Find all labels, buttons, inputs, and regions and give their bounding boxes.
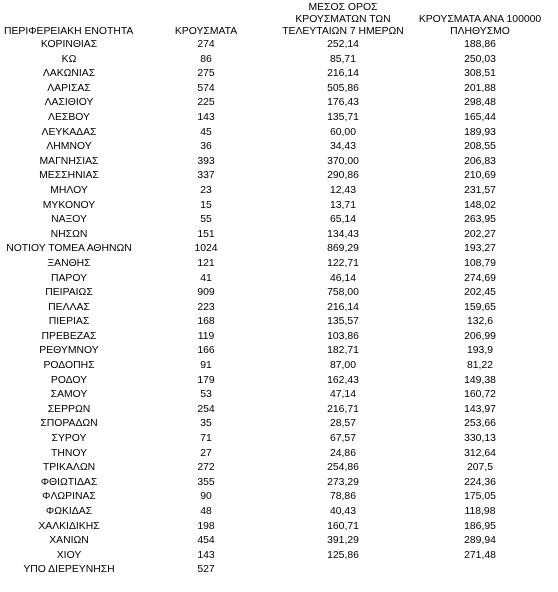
cell-avg7: 85,71	[329, 53, 356, 65]
cell-region: ΛΗΜΝΟΥ	[46, 141, 92, 153]
table-row	[2, 447, 550, 462]
cases-table	[2, 0, 550, 578]
table-row	[2, 199, 550, 214]
cell-avg7: 216,71	[327, 403, 359, 415]
cell-region: ΜΥΚΟΝΟΥ	[42, 199, 96, 211]
cell-cases: 121	[197, 257, 215, 269]
cell-cases: 15	[200, 199, 212, 211]
cell-avg7: 254,86	[327, 462, 359, 474]
table-row	[2, 67, 550, 82]
table-row	[2, 534, 550, 549]
cell-per100k: 175,05	[464, 491, 496, 503]
table-row	[2, 359, 550, 374]
cell-cases: 393	[197, 155, 215, 167]
cell-cases: 198	[197, 520, 215, 532]
cell-cases: 23	[200, 184, 212, 196]
table-row	[2, 344, 550, 359]
cell-region: ΦΘΙΩΤΙΔΑΣ	[40, 476, 98, 488]
cell-region: ΛΑΚΩΝΙΑΣ	[42, 68, 96, 80]
cell-region: ΠΙΕΡΙΑΣ	[48, 316, 90, 328]
cell-per100k: 271,48	[464, 549, 496, 561]
cell-region: ΤΗΝΟΥ	[50, 447, 88, 459]
cell-region: ΚΟΡΙΝΘΙΑΣ	[40, 39, 98, 50]
table-row	[2, 228, 550, 243]
cell-cases: 275	[197, 68, 215, 80]
table-row	[2, 140, 550, 155]
cell-per100k: 159,65	[464, 301, 496, 313]
cell-cases: 527	[197, 564, 215, 576]
cell-region: ΝΑΞΟΥ	[51, 214, 87, 226]
cell-region: ΤΡΙΚΑΛΩΝ	[42, 462, 96, 474]
cell-per100k: 108,79	[464, 257, 496, 269]
cell-per100k: 210,69	[464, 170, 496, 182]
cell-avg7: 60,00	[329, 126, 356, 138]
table-row	[2, 53, 550, 68]
cell-per100k: 263,95	[464, 214, 496, 226]
table-row	[2, 315, 550, 330]
header-avg7-line2: ΚΡΟΥΣΜΑΤΩΝ ΤΩΝ	[295, 14, 391, 25]
cell-region: ΣΠΟΡΑΔΩΝ	[40, 418, 98, 430]
table-header	[2, 0, 550, 38]
header-avg7-line3: ΤΕΛΕΥΤΑΙΩΝ 7 ΗΜΕΡΩΝ	[282, 26, 404, 37]
cell-region: ΞΑΝΘΗΣ	[47, 257, 91, 269]
cell-avg7: 182,71	[327, 345, 359, 357]
cell-avg7: 758,00	[327, 287, 359, 299]
cell-region: ΠΑΡΟΥ	[50, 272, 88, 284]
cell-per100k: 231,57	[464, 184, 496, 196]
table-row	[2, 417, 550, 432]
cell-avg7: 24,86	[329, 447, 356, 459]
cell-cases: 166	[197, 345, 215, 357]
table-row	[2, 403, 550, 418]
cell-region: ΛΑΡΙΣΑΣ	[47, 82, 91, 94]
table-row	[2, 111, 550, 126]
cell-per100k: 132,6	[466, 316, 493, 328]
cell-cases: 355	[197, 476, 215, 488]
header-cases-text: ΚΡΟΥΣΜΑΤΑ	[174, 26, 238, 37]
cell-cases: 1024	[194, 243, 218, 255]
table-row	[2, 82, 550, 97]
cell-cases: 45	[200, 126, 212, 138]
cell-avg7: 370,00	[327, 155, 359, 167]
cell-avg7: 78,86	[329, 491, 356, 503]
header-per100k-line2: ΠΛΗΘΥΣΜΟ	[450, 26, 510, 37]
cell-per100k: 149,38	[464, 374, 496, 386]
cell-per100k: 160,72	[464, 389, 496, 401]
cell-region: ΝΗΣΩΝ	[50, 228, 88, 240]
cell-region: ΜΗΛΟΥ	[50, 184, 88, 196]
cell-per100k: 274,69	[464, 272, 496, 284]
cell-per100k: 207,5	[466, 462, 493, 474]
cell-region: ΛΑΣΙΘΙΟΥ	[44, 97, 94, 109]
table-row	[2, 374, 550, 389]
cell-avg7: 122,71	[327, 257, 359, 269]
cell-per100k: 202,45	[464, 287, 496, 299]
cell-region: ΜΕΣΣΗΝΙΑΣ	[39, 170, 99, 182]
cell-cases: 41	[200, 272, 212, 284]
cell-cases: 90	[200, 491, 212, 503]
table-row	[2, 330, 550, 345]
cell-avg7: 135,57	[327, 316, 359, 328]
header-row	[2, 0, 550, 38]
cell-avg7: 216,14	[327, 301, 359, 313]
cell-cases: 53	[200, 389, 212, 401]
cell-per100k	[410, 563, 550, 578]
cell-per100k: 193,9	[466, 345, 493, 357]
cell-per100k: 224,36	[464, 476, 496, 488]
table-body	[2, 38, 550, 578]
cell-cases: 272	[197, 462, 215, 474]
cell-avg7: 103,86	[327, 330, 359, 342]
cell-per100k: 206,83	[464, 155, 496, 167]
table-row	[2, 505, 550, 520]
cell-cases: 35	[200, 418, 212, 430]
header-avg7	[276, 0, 410, 38]
cell-region: ΡΕΘΥΜΝΟΥ	[39, 345, 99, 357]
cell-per100k: 208,55	[464, 141, 496, 153]
cell-avg7: 290,86	[327, 170, 359, 182]
cell-cases: 337	[197, 170, 215, 182]
cell-avg7	[276, 563, 410, 578]
cell-avg7: 134,43	[327, 228, 359, 240]
header-cases	[136, 0, 276, 38]
cell-avg7: 135,71	[327, 111, 359, 123]
cell-per100k: 312,64	[464, 447, 496, 459]
cell-region: ΠΡΕΒΕΖΑΣ	[41, 330, 97, 342]
cell-cases: 119	[197, 330, 215, 342]
table-row	[2, 520, 550, 535]
cell-cases: 179	[197, 374, 215, 386]
cell-region: ΧΑΝΙΩΝ	[49, 535, 89, 547]
cell-cases: 151	[197, 228, 215, 240]
header-avg7-line1: ΜΕΣΟΣ ΟΡΟΣ	[308, 2, 378, 13]
header-region	[2, 0, 136, 38]
cell-cases: 71	[200, 433, 212, 445]
cell-region: ΣΥΡΟΥ	[51, 433, 87, 445]
cell-per100k: 188,86	[464, 39, 496, 50]
cell-cases: 225	[197, 97, 215, 109]
cell-region: ΧΑΛΚΙΔΙΚΗΣ	[38, 520, 100, 532]
cell-avg7: 13,71	[329, 199, 356, 211]
cell-per100k: 201,88	[464, 82, 496, 94]
cell-avg7: 869,29	[327, 243, 359, 255]
cell-per100k: 250,03	[464, 53, 496, 65]
cell-avg7: 46,14	[329, 272, 356, 284]
cell-cases: 254	[197, 403, 215, 415]
table-row	[2, 38, 550, 53]
cell-cases: 223	[197, 301, 215, 313]
cell-cases: 36	[200, 141, 212, 153]
cell-avg7: 505,86	[327, 82, 359, 94]
table-row	[2, 272, 550, 287]
cell-per100k: 330,13	[464, 433, 496, 445]
cell-region: ΥΠΟ ΔΙΕΡΕΥΝΗΣΗ	[23, 564, 115, 576]
table-row	[2, 96, 550, 111]
cell-region: ΚΩ	[61, 53, 77, 65]
cell-cases: 48	[200, 506, 212, 517]
cell-avg7: 28,57	[329, 418, 356, 430]
cell-cases: 574	[197, 82, 215, 94]
cell-per100k: 186,95	[464, 520, 496, 532]
cell-cases: 274	[197, 39, 215, 50]
cell-cases: 168	[197, 316, 215, 328]
cell-region: ΝΟΤΙΟΥ ΤΟΜΕΑ ΑΘΗΝΩΝ	[6, 243, 132, 255]
cell-per100k: 143,97	[464, 403, 496, 415]
table-row	[2, 388, 550, 403]
cell-avg7: 125,86	[327, 549, 359, 561]
table-row	[2, 301, 550, 316]
cell-region: ΡΟΔΟΠΗΣ	[43, 360, 95, 372]
cell-cases: 909	[197, 287, 215, 299]
cell-region: ΦΛΩΡΙΝΑΣ	[42, 491, 96, 503]
cell-region: ΠΕΙΡΑΙΩΣ	[45, 287, 93, 299]
header-region-text: ΠΕΡΙΦΕΡΕΙΑΚΗ ΕΝΟΤΗΤΑ	[4, 26, 134, 37]
cell-avg7: 216,14	[327, 68, 359, 80]
cell-per100k: 148,02	[464, 199, 496, 211]
table-row	[2, 213, 550, 228]
cell-region: ΛΕΥΚΑΔΑΣ	[41, 126, 97, 138]
cell-per100k: 193,27	[464, 243, 496, 255]
table-row	[2, 549, 550, 564]
cell-avg7: 47,14	[329, 389, 356, 401]
cell-avg7: 34,43	[329, 141, 356, 153]
cell-avg7: 252,14	[327, 39, 359, 50]
cell-region: ΣΕΡΡΩΝ	[47, 403, 91, 415]
table-row	[2, 169, 550, 184]
cell-avg7: 40,43	[329, 506, 356, 517]
cell-cases: 143	[197, 111, 215, 123]
cell-region: ΠΕΛΛΑΣ	[48, 301, 90, 313]
cell-avg7: 65,14	[329, 214, 356, 226]
cell-region: ΧΙΟΥ	[56, 549, 82, 561]
table-row	[2, 490, 550, 505]
cell-region: ΣΑΜΟΥ	[50, 389, 88, 401]
cell-avg7: 176,43	[327, 97, 359, 109]
cell-cases: 91	[200, 360, 212, 372]
cell-cases: 86	[200, 53, 212, 65]
cell-cases: 27	[200, 447, 212, 459]
table-row	[2, 242, 550, 257]
cell-region: ΛΕΣΒΟΥ	[48, 111, 90, 123]
cell-cases: 55	[200, 214, 212, 226]
cell-region: ΦΩΚΙΔΑΣ	[45, 506, 93, 517]
cell-avg7: 273,29	[327, 476, 359, 488]
cell-cases: 454	[197, 535, 215, 547]
cell-avg7: 391,29	[327, 535, 359, 547]
table-row	[2, 461, 550, 476]
table-row	[2, 286, 550, 301]
cell-avg7: 162,43	[327, 374, 359, 386]
cell-avg7: 67,57	[329, 433, 356, 445]
cell-per100k: 206,99	[464, 330, 496, 342]
cell-per100k: 81,22	[466, 360, 493, 372]
cell-per100k: 253,66	[464, 418, 496, 430]
cell-per100k: 202,27	[464, 228, 496, 240]
table-row	[2, 476, 550, 491]
cell-cases: 143	[197, 549, 215, 561]
header-per100k-line1: ΚΡΟΥΣΜΑΤΑ ΑΝΑ 100000	[418, 14, 542, 25]
cell-avg7: 160,71	[327, 520, 359, 532]
table-row	[2, 184, 550, 199]
table-row	[2, 155, 550, 170]
cell-per100k: 308,51	[464, 68, 496, 80]
cell-per100k: 289,94	[464, 535, 496, 547]
table-row	[2, 126, 550, 141]
table-row	[2, 563, 550, 578]
cell-region: ΡΟΔΟΥ	[50, 374, 88, 386]
cell-avg7: 87,00	[329, 360, 356, 372]
table-row	[2, 432, 550, 447]
cell-avg7: 12,43	[329, 184, 356, 196]
table-row	[2, 257, 550, 272]
cell-per100k: 118,98	[464, 506, 496, 517]
cell-per100k: 189,93	[464, 126, 496, 138]
cell-region: ΜΑΓΝΗΣΙΑΣ	[39, 155, 99, 167]
cell-per100k: 298,48	[464, 97, 496, 109]
cell-per100k: 165,44	[464, 111, 496, 123]
header-per100k	[410, 0, 550, 38]
